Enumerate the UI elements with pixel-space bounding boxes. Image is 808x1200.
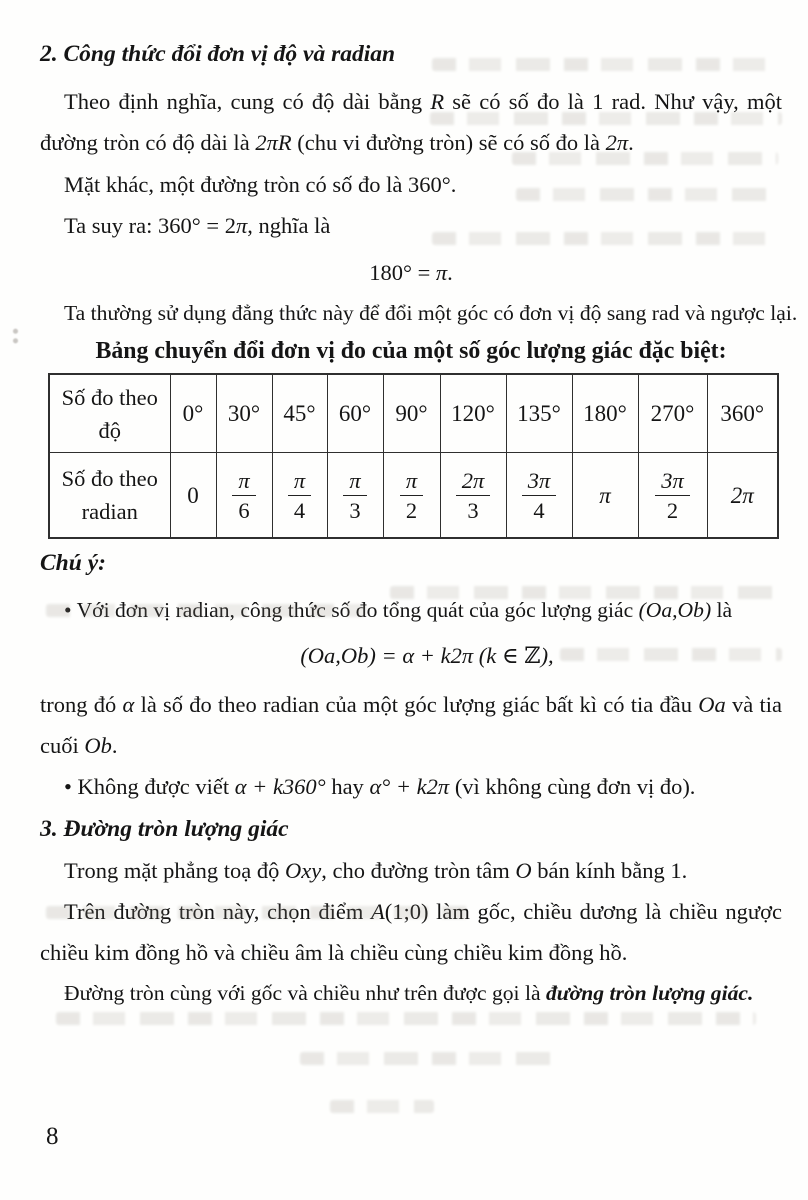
paragraph-origin-direction: Trên đường tròn này, chọn điểm A(1;0) làm gốc, chiều dương là chiều ngược chiều kim đồng hồ và chiều âm là chiều cùng chiều kim đồng hồ. [40,899,782,965]
bleed-through-artifact [300,1052,562,1065]
degree-cell: 360° [707,374,778,453]
radian-cell [506,453,572,539]
bullet-general-formula: • Với đơn vị radian, công thức số đo tổng quát của góc lượng giác (Oa,Ob) là [64,598,733,622]
fraction: $\frac{3\pi}{2}$ [655,469,690,522]
radian-cell [216,453,272,539]
table-row-radians [49,453,778,539]
fraction: $\frac{3\pi}{4}$ [522,469,557,522]
paragraph-identity-usage: Ta thường sử dụng đẳng thức này để đổi một góc có đơn vị độ sang rad và ngược lại. [64,301,798,325]
note-heading: Chú ý: [40,550,106,576]
row-label-line: Số đo theo [61,384,158,410]
fraction: $\frac{2\pi}{3}$ [456,469,491,522]
degree-cell: 45° [272,374,327,453]
bleed-through-artifact [560,648,782,661]
bleed-through-artifact [46,906,476,919]
paragraph-coordinate-plane: Trong mặt phẳng toạ độ Oxy, cho đường tròn tâm O bán kính bằng 1. [64,858,688,883]
row-label-line: độ [98,417,121,443]
row-label-radian [49,453,170,539]
radian-cell [327,453,383,539]
paragraph-circle-degrees: Mặt khác, một đường tròn có số đo là 360°. [64,172,457,197]
degree-cell: 30° [216,374,272,453]
row-label-line: Số đo theo [61,466,158,491]
fraction: $\frac{\pi}{6}$ [232,469,255,522]
radian-cell [440,453,506,539]
bleed-through-artifact [516,188,778,201]
paragraph-unit-circle-definition: Đường tròn cùng với gốc và chiều như trên được gọi là đường tròn lượng giác. [64,981,754,1005]
radian-cell: 2π [707,453,778,539]
degree-cell: 120° [440,374,506,453]
bleed-through-artifact [390,586,782,599]
fraction: $\frac{\pi}{4}$ [288,469,311,522]
bullet-unit-warning: • Không được viết α + k360° hay α° + k2π (vì không cùng đơn vị đo). [64,774,696,799]
bleed-through-artifact [512,152,778,165]
radian-cell: π [572,453,638,539]
paragraph-radian-definition: Theo định nghĩa, cung có độ dài bằng R sẽ có số đo là 1 rad. Như vậy, một đường tròn có độ dài là 2πR (chu vi đường tròn) sẽ có số đo là 2π. [40,89,782,155]
row-label-degrees [49,374,170,453]
row-label-line: radian [81,499,138,524]
equation-general-angle: (Oa,Ob) = α + k2π (k ∈ ℤ), [300,643,554,668]
degree-cell: 60° [327,374,383,453]
bleed-through-artifact [430,112,782,125]
radian-cell: 0 [170,453,216,539]
radian-cell [383,453,440,539]
radian-cell [272,453,327,539]
bleed-through-artifact [330,1100,434,1113]
scan-edge-artifact [12,328,19,344]
bleed-through-artifact [432,232,780,245]
bleed-through-artifact [432,58,780,71]
degree-cell: 0° [170,374,216,453]
radian-cell [638,453,707,539]
paragraph-alpha-explanation: trong đó α là số đo theo radian của một góc lượng giác bất kì có tia đầu Oa và tia cuối Ob. [40,692,782,758]
fraction: $\frac{\pi}{3}$ [343,469,366,522]
section-heading-unit-circle: 3. Đường tròn lượng giác [40,816,289,842]
degree-cell: 270° [638,374,707,453]
degree-cell: 135° [506,374,572,453]
fraction: $\frac{\pi}{2}$ [400,469,423,522]
table-row-degrees [49,374,778,453]
equation-180-equals-pi: 180° = π. [369,260,453,285]
bleed-through-artifact [56,1012,756,1025]
section-heading-unit-conversion: 2. Công thức đổi đơn vị độ và radian [40,41,396,67]
bleed-through-artifact [46,604,366,617]
paragraph-deduction: Ta suy ra: 360° = 2π, nghĩa là [64,213,331,238]
page-number: 8 [46,1123,59,1150]
degree-cell: 90° [383,374,440,453]
degree-cell: 180° [572,374,638,453]
conversion-table [48,373,779,539]
table-title: Bảng chuyển đổi đơn vị đo của một số góc lượng giác đặc biệt: [95,338,727,364]
